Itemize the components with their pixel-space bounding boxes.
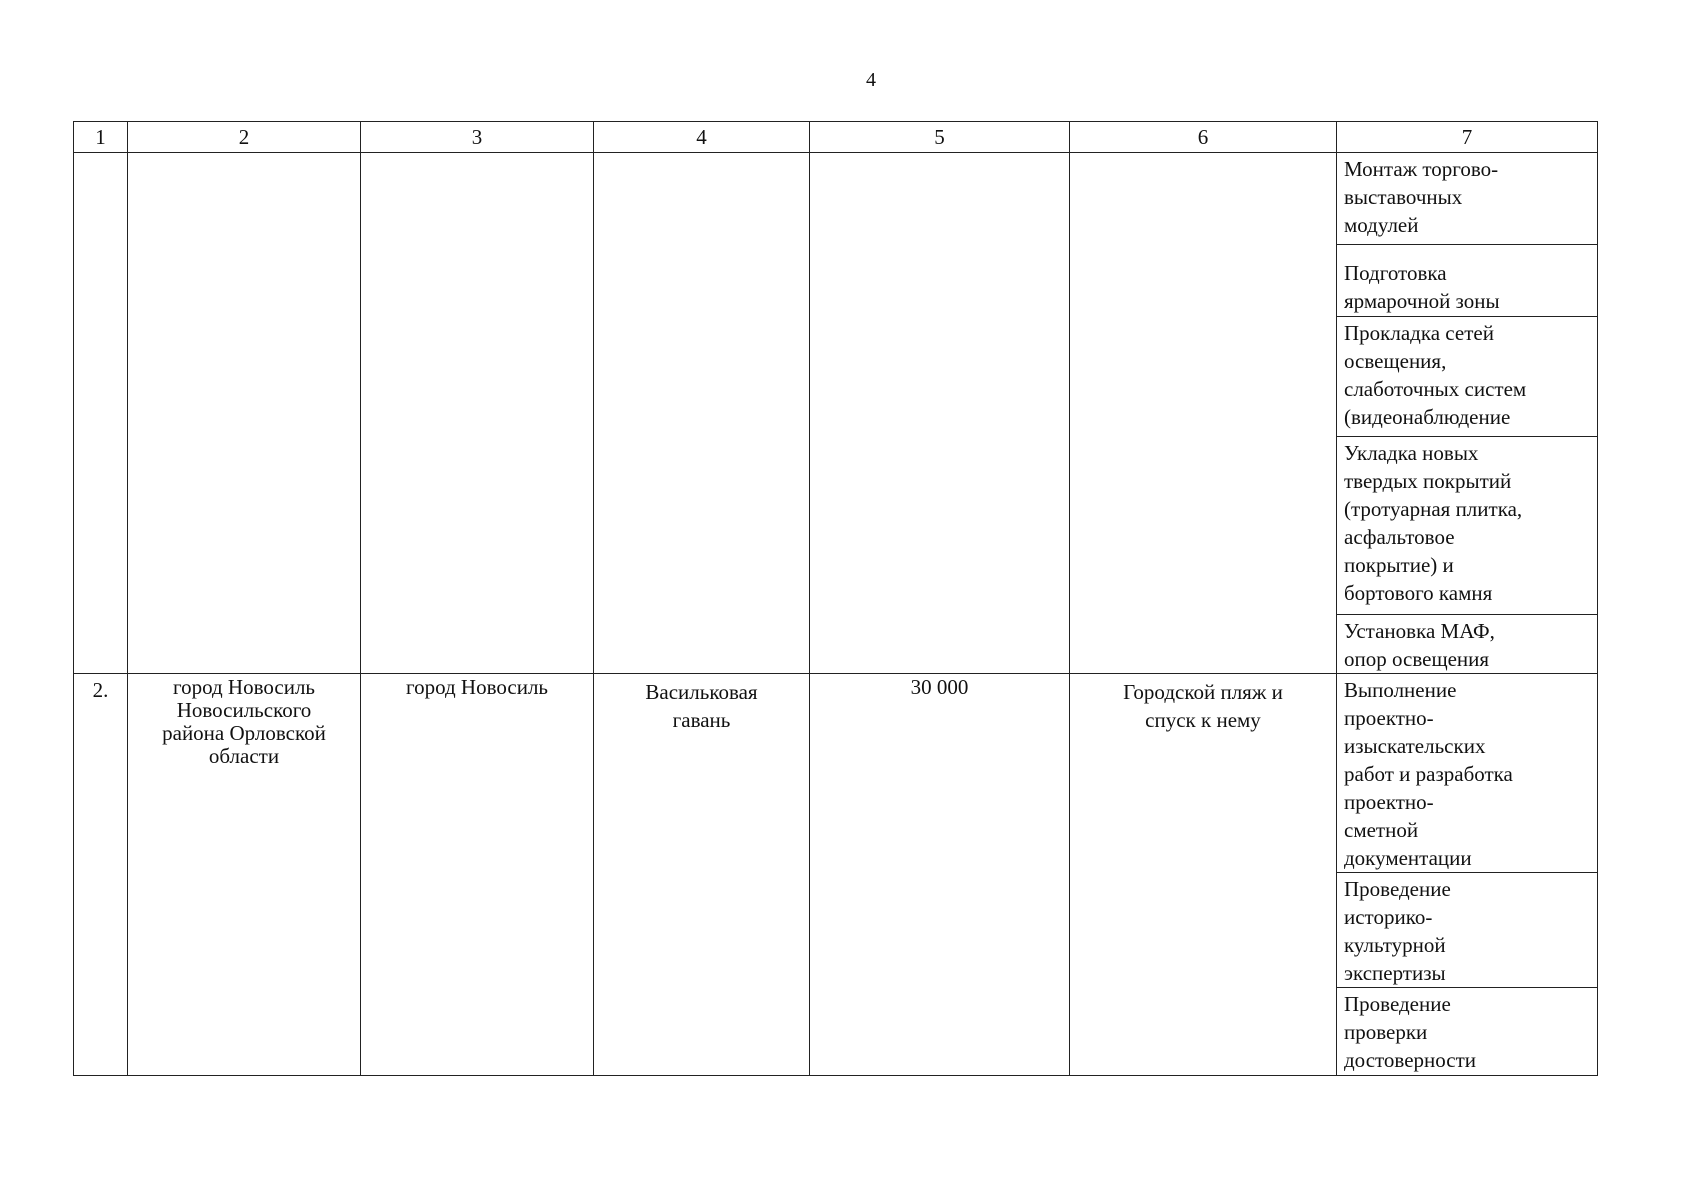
column-header: 7: [1337, 122, 1598, 153]
project-cell: Васильковая гавань: [594, 674, 810, 1076]
municipality-cell: город Новосиль Новосильского района Орловской области: [128, 674, 361, 1076]
settlement-cell: город Новосиль: [361, 674, 594, 1076]
document-table: [73, 121, 1598, 1076]
work-item: Выполнение проектно- изыскательских работ и разработка проектно- сметной документации: [1337, 674, 1598, 873]
work-item: Проведение проверки достоверности: [1337, 988, 1598, 1076]
column-header: 3: [361, 122, 594, 153]
column-header: 2: [128, 122, 361, 153]
column-header-row: [74, 122, 1598, 153]
column-header: 4: [594, 122, 810, 153]
row-number-cell: 2.: [74, 674, 128, 1076]
row-number-cell: [74, 153, 128, 674]
object-cell: [1070, 153, 1337, 674]
page-number: 4: [866, 69, 876, 91]
work-item: Монтаж торгово- выставочных модулей: [1337, 153, 1598, 245]
work-item: Укладка новых твердых покрытий (тротуарная плитка, асфальтовое покрытие) и бортового камня: [1337, 437, 1598, 615]
work-item: Подготовка ярмарочной зоны: [1337, 245, 1598, 317]
municipality-cell: [128, 153, 361, 674]
table-row: [74, 674, 1598, 873]
column-header: 6: [1070, 122, 1337, 153]
object-cell: Городской пляж и спуск к нему: [1070, 674, 1337, 1076]
work-item: Прокладка сетей освещения, слаботочных систем (видеонаблюдение: [1337, 317, 1598, 437]
project-cell: [594, 153, 810, 674]
work-item: Установка МАФ, опор освещения: [1337, 615, 1598, 674]
work-item: Проведение историко- культурной экспертизы: [1337, 873, 1598, 988]
amount-cell: 30 000: [810, 674, 1070, 1076]
settlement-cell: [361, 153, 594, 674]
table-row: [74, 153, 1598, 245]
column-header: 1: [74, 122, 128, 153]
amount-cell: [810, 153, 1070, 674]
column-header: 5: [810, 122, 1070, 153]
